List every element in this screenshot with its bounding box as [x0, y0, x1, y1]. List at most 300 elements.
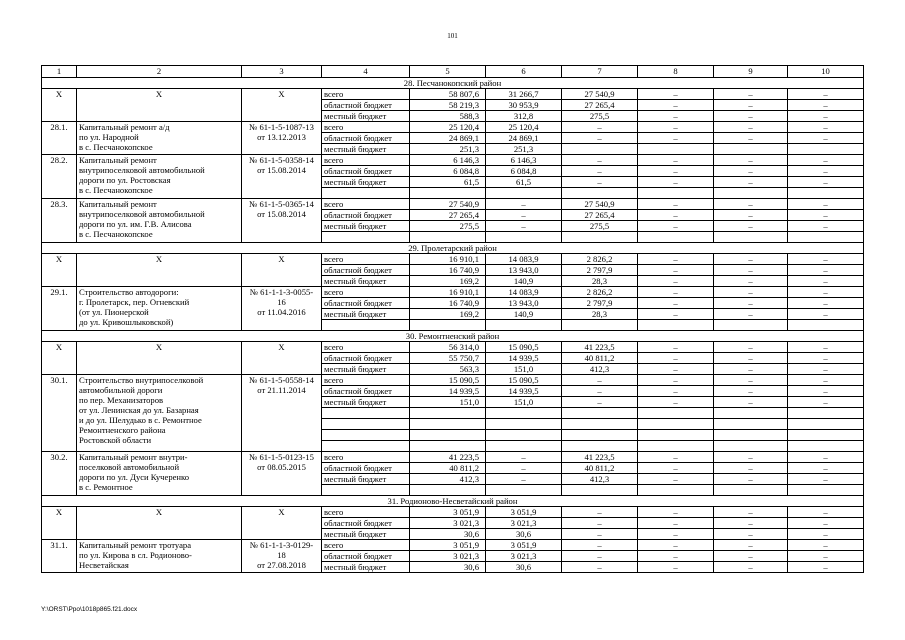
value-cell: – — [788, 529, 864, 540]
document-ref-line: 16 — [277, 297, 286, 307]
value-cell: – — [788, 199, 864, 210]
value-cell: 16 910,1 — [410, 254, 486, 265]
object-name — [77, 540, 242, 573]
item-number: 28.2. — [42, 155, 77, 199]
budget-source: областной бюджет — [322, 463, 410, 474]
value-cell: – — [562, 518, 638, 529]
budget-source: областной бюджет — [322, 386, 410, 397]
value-cell: – — [638, 100, 714, 111]
value-cell: – — [788, 386, 864, 397]
value-cell: 2 797,9 — [562, 265, 638, 276]
item-number: 28.1. — [42, 122, 77, 155]
empty-cell — [638, 419, 714, 430]
value-cell: 30,6 — [486, 562, 562, 573]
document-ref-line: X — [278, 254, 285, 264]
value-cell: – — [638, 155, 714, 166]
value-cell: 412,3 — [562, 364, 638, 375]
document-ref — [242, 254, 322, 287]
value-cell: 27 265,4 — [562, 100, 638, 111]
value-cell: – — [562, 155, 638, 166]
table-row — [42, 507, 864, 518]
value-cell: 6 084,8 — [410, 166, 486, 177]
value-cell: – — [638, 89, 714, 100]
value-cell: 275,5 — [562, 221, 638, 232]
value-cell: – — [788, 518, 864, 529]
value-cell: 275,5 — [562, 111, 638, 122]
document-ref — [242, 199, 322, 243]
value-cell: – — [486, 199, 562, 210]
empty-cell — [410, 408, 486, 419]
object-name-line: до ул. Кривошлыковской) — [79, 317, 174, 327]
column-header: 6 — [486, 66, 562, 78]
object-name-line: поселковой автомобильной — [79, 462, 180, 472]
document-ref-line: от 08.05.2015 — [257, 462, 306, 472]
value-cell: – — [562, 177, 638, 188]
empty-cell — [562, 430, 638, 441]
object-name-line: автомобильной дороги — [79, 385, 163, 395]
value-cell — [562, 144, 638, 155]
item-number: 31.1. — [42, 540, 77, 573]
budget-source: местный бюджет — [322, 111, 410, 122]
value-cell: – — [714, 309, 788, 320]
budget-source: всего — [322, 199, 410, 210]
value-cell: – — [714, 474, 788, 485]
document-ref-line: от 15.08.2014 — [257, 165, 306, 175]
document-ref-line: от 13.12.2013 — [257, 132, 306, 142]
empty-cell — [322, 188, 410, 199]
value-cell: – — [714, 133, 788, 144]
budget-source: местный бюджет — [322, 177, 410, 188]
value-cell: – — [788, 452, 864, 463]
column-header-row — [42, 66, 864, 78]
empty-cell — [714, 485, 788, 496]
value-cell: – — [788, 309, 864, 320]
budget-source: всего — [322, 287, 410, 298]
value-cell: – — [714, 342, 788, 353]
column-header: 3 — [242, 66, 322, 78]
empty-cell — [788, 430, 864, 441]
column-header: 2 — [77, 66, 242, 78]
object-name-line: дороги по ул. им. Г.В. Алисова — [79, 219, 192, 229]
value-cell: – — [638, 166, 714, 177]
table-row — [42, 452, 864, 463]
budget-source: местный бюджет — [322, 529, 410, 540]
value-cell: – — [714, 155, 788, 166]
empty-cell — [714, 441, 788, 452]
empty-cell — [322, 232, 410, 243]
value-cell: – — [638, 254, 714, 265]
document-ref-line: от 15.08.2014 — [257, 209, 306, 219]
value-cell: 3 021,3 — [410, 551, 486, 562]
value-cell: – — [638, 518, 714, 529]
value-cell: 140,9 — [486, 276, 562, 287]
document-ref — [242, 452, 322, 496]
item-number: 29.1. — [42, 287, 77, 331]
empty-cell — [714, 408, 788, 419]
value-cell: – — [638, 221, 714, 232]
value-cell: – — [714, 89, 788, 100]
value-cell: 31 266,7 — [486, 89, 562, 100]
object-name-line: дороги по ул. Ростовская — [79, 175, 171, 185]
budget-source: областной бюджет — [322, 100, 410, 111]
empty-cell — [788, 188, 864, 199]
value-cell: – — [788, 210, 864, 221]
object-name — [77, 122, 242, 155]
value-cell: 3 021,3 — [410, 518, 486, 529]
object-name — [77, 199, 242, 243]
value-cell: 41 223,5 — [562, 342, 638, 353]
object-name-line: Ростовской области — [79, 435, 152, 445]
value-cell: – — [714, 122, 788, 133]
empty-cell — [410, 441, 486, 452]
value-cell: – — [788, 364, 864, 375]
value-cell: 312,8 — [486, 111, 562, 122]
empty-cell — [562, 320, 638, 331]
value-cell: 3 051,9 — [410, 540, 486, 551]
budget-source: местный бюджет — [322, 221, 410, 232]
value-cell: – — [788, 463, 864, 474]
value-cell: – — [788, 298, 864, 309]
empty-cell — [322, 320, 410, 331]
value-cell: 24 869,1 — [486, 133, 562, 144]
empty-cell — [410, 419, 486, 430]
value-cell: – — [788, 353, 864, 364]
value-cell: – — [788, 342, 864, 353]
value-cell: 151,0 — [486, 397, 562, 408]
value-cell: – — [788, 276, 864, 287]
value-cell: 169,2 — [410, 276, 486, 287]
empty-cell — [638, 441, 714, 452]
page-number: 101 — [447, 32, 458, 40]
value-cell: – — [788, 133, 864, 144]
value-cell: – — [638, 353, 714, 364]
value-cell: 2 826,2 — [562, 254, 638, 265]
value-cell: – — [788, 177, 864, 188]
value-cell: – — [714, 100, 788, 111]
item-number: 30.2. — [42, 452, 77, 496]
value-cell: – — [638, 364, 714, 375]
empty-cell — [322, 485, 410, 496]
document-ref — [242, 287, 322, 331]
file-path-footer: Y:\ORST\Ppo\1018p865.f21.docx — [41, 606, 138, 613]
object-name-line: и до ул. Шелудько в с. Ремонтное — [79, 415, 202, 425]
value-cell: – — [638, 540, 714, 551]
document-ref-line: № 61-1-5-1087-13 — [249, 122, 314, 132]
item-number: X — [42, 89, 77, 122]
table-row — [42, 122, 864, 133]
value-cell: – — [788, 221, 864, 232]
value-cell: – — [638, 111, 714, 122]
object-name — [77, 155, 242, 199]
value-cell: – — [788, 89, 864, 100]
section-title: 31. Родионово-Несветайский район — [42, 496, 864, 507]
column-header: 8 — [638, 66, 714, 78]
item-number: 28.3. — [42, 199, 77, 243]
empty-cell — [714, 419, 788, 430]
object-name-line: дороги по ул. Дуси Кучеренко — [79, 472, 190, 482]
empty-cell — [714, 430, 788, 441]
value-cell: 151,0 — [410, 397, 486, 408]
empty-cell — [562, 441, 638, 452]
table-row — [42, 89, 864, 100]
value-cell: 40 811,2 — [410, 463, 486, 474]
value-cell: – — [562, 375, 638, 386]
value-cell: – — [714, 463, 788, 474]
column-header: 9 — [714, 66, 788, 78]
value-cell: 412,3 — [562, 474, 638, 485]
budget-source: областной бюджет — [322, 133, 410, 144]
object-name-line: Строительство внутрипоселковой — [79, 375, 204, 385]
object-name-line: внутрипоселковой автомобильной — [79, 165, 205, 175]
value-cell: – — [562, 562, 638, 573]
empty-cell — [322, 408, 410, 419]
value-cell: – — [638, 463, 714, 474]
table-row — [42, 342, 864, 353]
value-cell: 151,0 — [486, 364, 562, 375]
document-ref-line: X — [278, 342, 285, 352]
budget-source: местный бюджет — [322, 562, 410, 573]
value-cell: – — [788, 507, 864, 518]
object-name-line: X — [155, 342, 163, 352]
value-cell: – — [788, 551, 864, 562]
document-ref — [242, 89, 322, 122]
empty-cell — [410, 232, 486, 243]
table-body — [42, 66, 864, 573]
document-ref-line: X — [278, 89, 285, 99]
object-name — [77, 254, 242, 287]
budget-source: областной бюджет — [322, 265, 410, 276]
object-name-line: X — [155, 89, 163, 99]
value-cell: 25 120,4 — [410, 122, 486, 133]
value-cell: – — [562, 540, 638, 551]
empty-cell — [562, 485, 638, 496]
section-title: 30. Ремонтненский район — [42, 331, 864, 342]
value-cell: – — [486, 221, 562, 232]
table-row — [42, 155, 864, 166]
table-row — [42, 287, 864, 298]
budget-source: всего — [322, 540, 410, 551]
budget-source: всего — [322, 122, 410, 133]
empty-cell — [714, 232, 788, 243]
value-cell: – — [714, 199, 788, 210]
value-cell: – — [788, 100, 864, 111]
value-cell: 27 540,9 — [562, 89, 638, 100]
value-cell: – — [714, 210, 788, 221]
budget-source: местный бюджет — [322, 364, 410, 375]
value-cell: – — [638, 199, 714, 210]
document-ref-line: X — [278, 507, 285, 517]
object-name — [77, 375, 242, 452]
value-cell: – — [714, 540, 788, 551]
empty-cell — [788, 232, 864, 243]
value-cell: 15 090,5 — [486, 375, 562, 386]
budget-source: областной бюджет — [322, 210, 410, 221]
value-cell: – — [714, 177, 788, 188]
value-cell: 27 540,9 — [562, 199, 638, 210]
value-cell: – — [638, 397, 714, 408]
object-name — [77, 89, 242, 122]
object-name-line: по ул. Кирова в сл. Родионово- — [79, 550, 192, 560]
object-name-line: в с. Песчанокопское — [79, 142, 153, 152]
empty-cell — [562, 408, 638, 419]
document-ref-line: № 61-1-5-0123-15 — [249, 452, 314, 462]
value-cell: 27 265,4 — [410, 210, 486, 221]
empty-cell — [788, 408, 864, 419]
empty-cell — [410, 485, 486, 496]
object-name-line: по пер. Механизаторов — [79, 395, 164, 405]
value-cell: – — [562, 166, 638, 177]
value-cell: 169,2 — [410, 309, 486, 320]
value-cell: 14 083,9 — [486, 254, 562, 265]
value-cell: – — [714, 298, 788, 309]
object-name — [77, 342, 242, 375]
item-number: X — [42, 342, 77, 375]
empty-cell — [486, 485, 562, 496]
value-cell: 14 083,9 — [486, 287, 562, 298]
empty-cell — [638, 188, 714, 199]
value-cell: – — [562, 386, 638, 397]
object-name-line: Капитальный ремонт — [79, 155, 157, 165]
document-ref-line: от 11.04.2016 — [257, 307, 306, 317]
column-header: 1 — [42, 66, 77, 78]
value-cell: – — [486, 210, 562, 221]
table-row — [42, 540, 864, 551]
value-cell: 55 750,7 — [410, 353, 486, 364]
empty-cell — [486, 320, 562, 331]
empty-cell — [788, 419, 864, 430]
document-ref — [242, 155, 322, 199]
value-cell: 412,3 — [410, 474, 486, 485]
document-ref — [242, 540, 322, 573]
item-number: X — [42, 254, 77, 287]
object-name-line: г. Пролетарск, пер. Огневский — [79, 297, 190, 307]
empty-cell — [486, 430, 562, 441]
value-cell: – — [486, 452, 562, 463]
budget-source: местный бюджет — [322, 474, 410, 485]
object-name-line: внутрипоселковой автомобильной — [79, 209, 205, 219]
value-cell: – — [638, 177, 714, 188]
object-name-line: Несветайская — [79, 560, 129, 570]
value-cell: – — [486, 474, 562, 485]
value-cell: 6 146,3 — [410, 155, 486, 166]
value-cell: – — [638, 551, 714, 562]
value-cell: – — [638, 507, 714, 518]
object-name — [77, 507, 242, 540]
section-title: 28. Песчанокопский район — [42, 78, 864, 89]
value-cell: 15 090,5 — [486, 342, 562, 353]
value-cell: – — [562, 551, 638, 562]
empty-cell — [486, 419, 562, 430]
value-cell: 27 540,9 — [410, 199, 486, 210]
document-ref — [242, 342, 322, 375]
item-number: 30.1. — [42, 375, 77, 452]
value-cell: 30,6 — [486, 529, 562, 540]
empty-cell — [322, 419, 410, 430]
value-cell: 140,9 — [486, 309, 562, 320]
empty-cell — [638, 430, 714, 441]
document-ref-line: 18 — [277, 550, 286, 560]
value-cell: 61,5 — [486, 177, 562, 188]
budget-source: всего — [322, 155, 410, 166]
value-cell: – — [638, 265, 714, 276]
value-cell: 28,3 — [562, 276, 638, 287]
value-cell: – — [638, 375, 714, 386]
value-cell: 61,5 — [410, 177, 486, 188]
value-cell — [638, 144, 714, 155]
budget-source: областной бюджет — [322, 518, 410, 529]
empty-cell — [788, 441, 864, 452]
value-cell: – — [714, 562, 788, 573]
value-cell: – — [638, 287, 714, 298]
object-name — [77, 452, 242, 496]
object-name-line: Капитальный ремонт а/д — [79, 122, 170, 132]
value-cell: – — [714, 276, 788, 287]
value-cell: – — [788, 111, 864, 122]
object-name-line: Ремонтненского района — [79, 425, 166, 435]
value-cell: – — [714, 353, 788, 364]
value-cell: – — [788, 562, 864, 573]
value-cell: 58 807,6 — [410, 89, 486, 100]
column-header: 5 — [410, 66, 486, 78]
budget-source: местный бюджет — [322, 144, 410, 155]
value-cell: – — [788, 166, 864, 177]
empty-cell — [638, 320, 714, 331]
item-number: X — [42, 507, 77, 540]
value-cell: – — [714, 529, 788, 540]
object-name-line: Капитальный ремонт внутри- — [79, 452, 188, 462]
value-cell: – — [714, 518, 788, 529]
value-cell: – — [638, 298, 714, 309]
object-name-line: X — [155, 507, 163, 517]
value-cell: 16 740,9 — [410, 298, 486, 309]
object-name-line: в с. Ремонтное — [79, 482, 133, 492]
value-cell: 30,6 — [410, 562, 486, 573]
value-cell: – — [714, 397, 788, 408]
object-name — [77, 287, 242, 331]
value-cell: 40 811,2 — [562, 353, 638, 364]
budget-source: всего — [322, 507, 410, 518]
value-cell: – — [714, 111, 788, 122]
empty-cell — [788, 320, 864, 331]
value-cell: – — [714, 375, 788, 386]
value-cell: 41 223,5 — [410, 452, 486, 463]
empty-cell — [714, 188, 788, 199]
column-header: 10 — [788, 66, 864, 78]
object-name-line: в с. Песчанокопское — [79, 185, 153, 195]
value-cell — [788, 144, 864, 155]
document-ref-line: № 61-1-5-0358-14 — [249, 155, 314, 165]
value-cell: – — [788, 474, 864, 485]
object-name-line: Строительство автодороги: — [79, 287, 179, 297]
value-cell: – — [638, 342, 714, 353]
value-cell: 275,5 — [410, 221, 486, 232]
empty-cell — [562, 188, 638, 199]
value-cell: – — [562, 133, 638, 144]
budget-source: всего — [322, 452, 410, 463]
value-cell: – — [714, 254, 788, 265]
value-cell: – — [714, 221, 788, 232]
budget-source: всего — [322, 89, 410, 100]
value-cell: – — [638, 474, 714, 485]
value-cell: – — [788, 254, 864, 265]
document-ref-line: № 61-1-5-0558-14 — [249, 375, 314, 385]
empty-cell — [714, 320, 788, 331]
value-cell: – — [562, 507, 638, 518]
value-cell: 6 146,3 — [486, 155, 562, 166]
value-cell: – — [638, 386, 714, 397]
value-cell: 16 910,1 — [410, 287, 486, 298]
empty-cell — [486, 188, 562, 199]
